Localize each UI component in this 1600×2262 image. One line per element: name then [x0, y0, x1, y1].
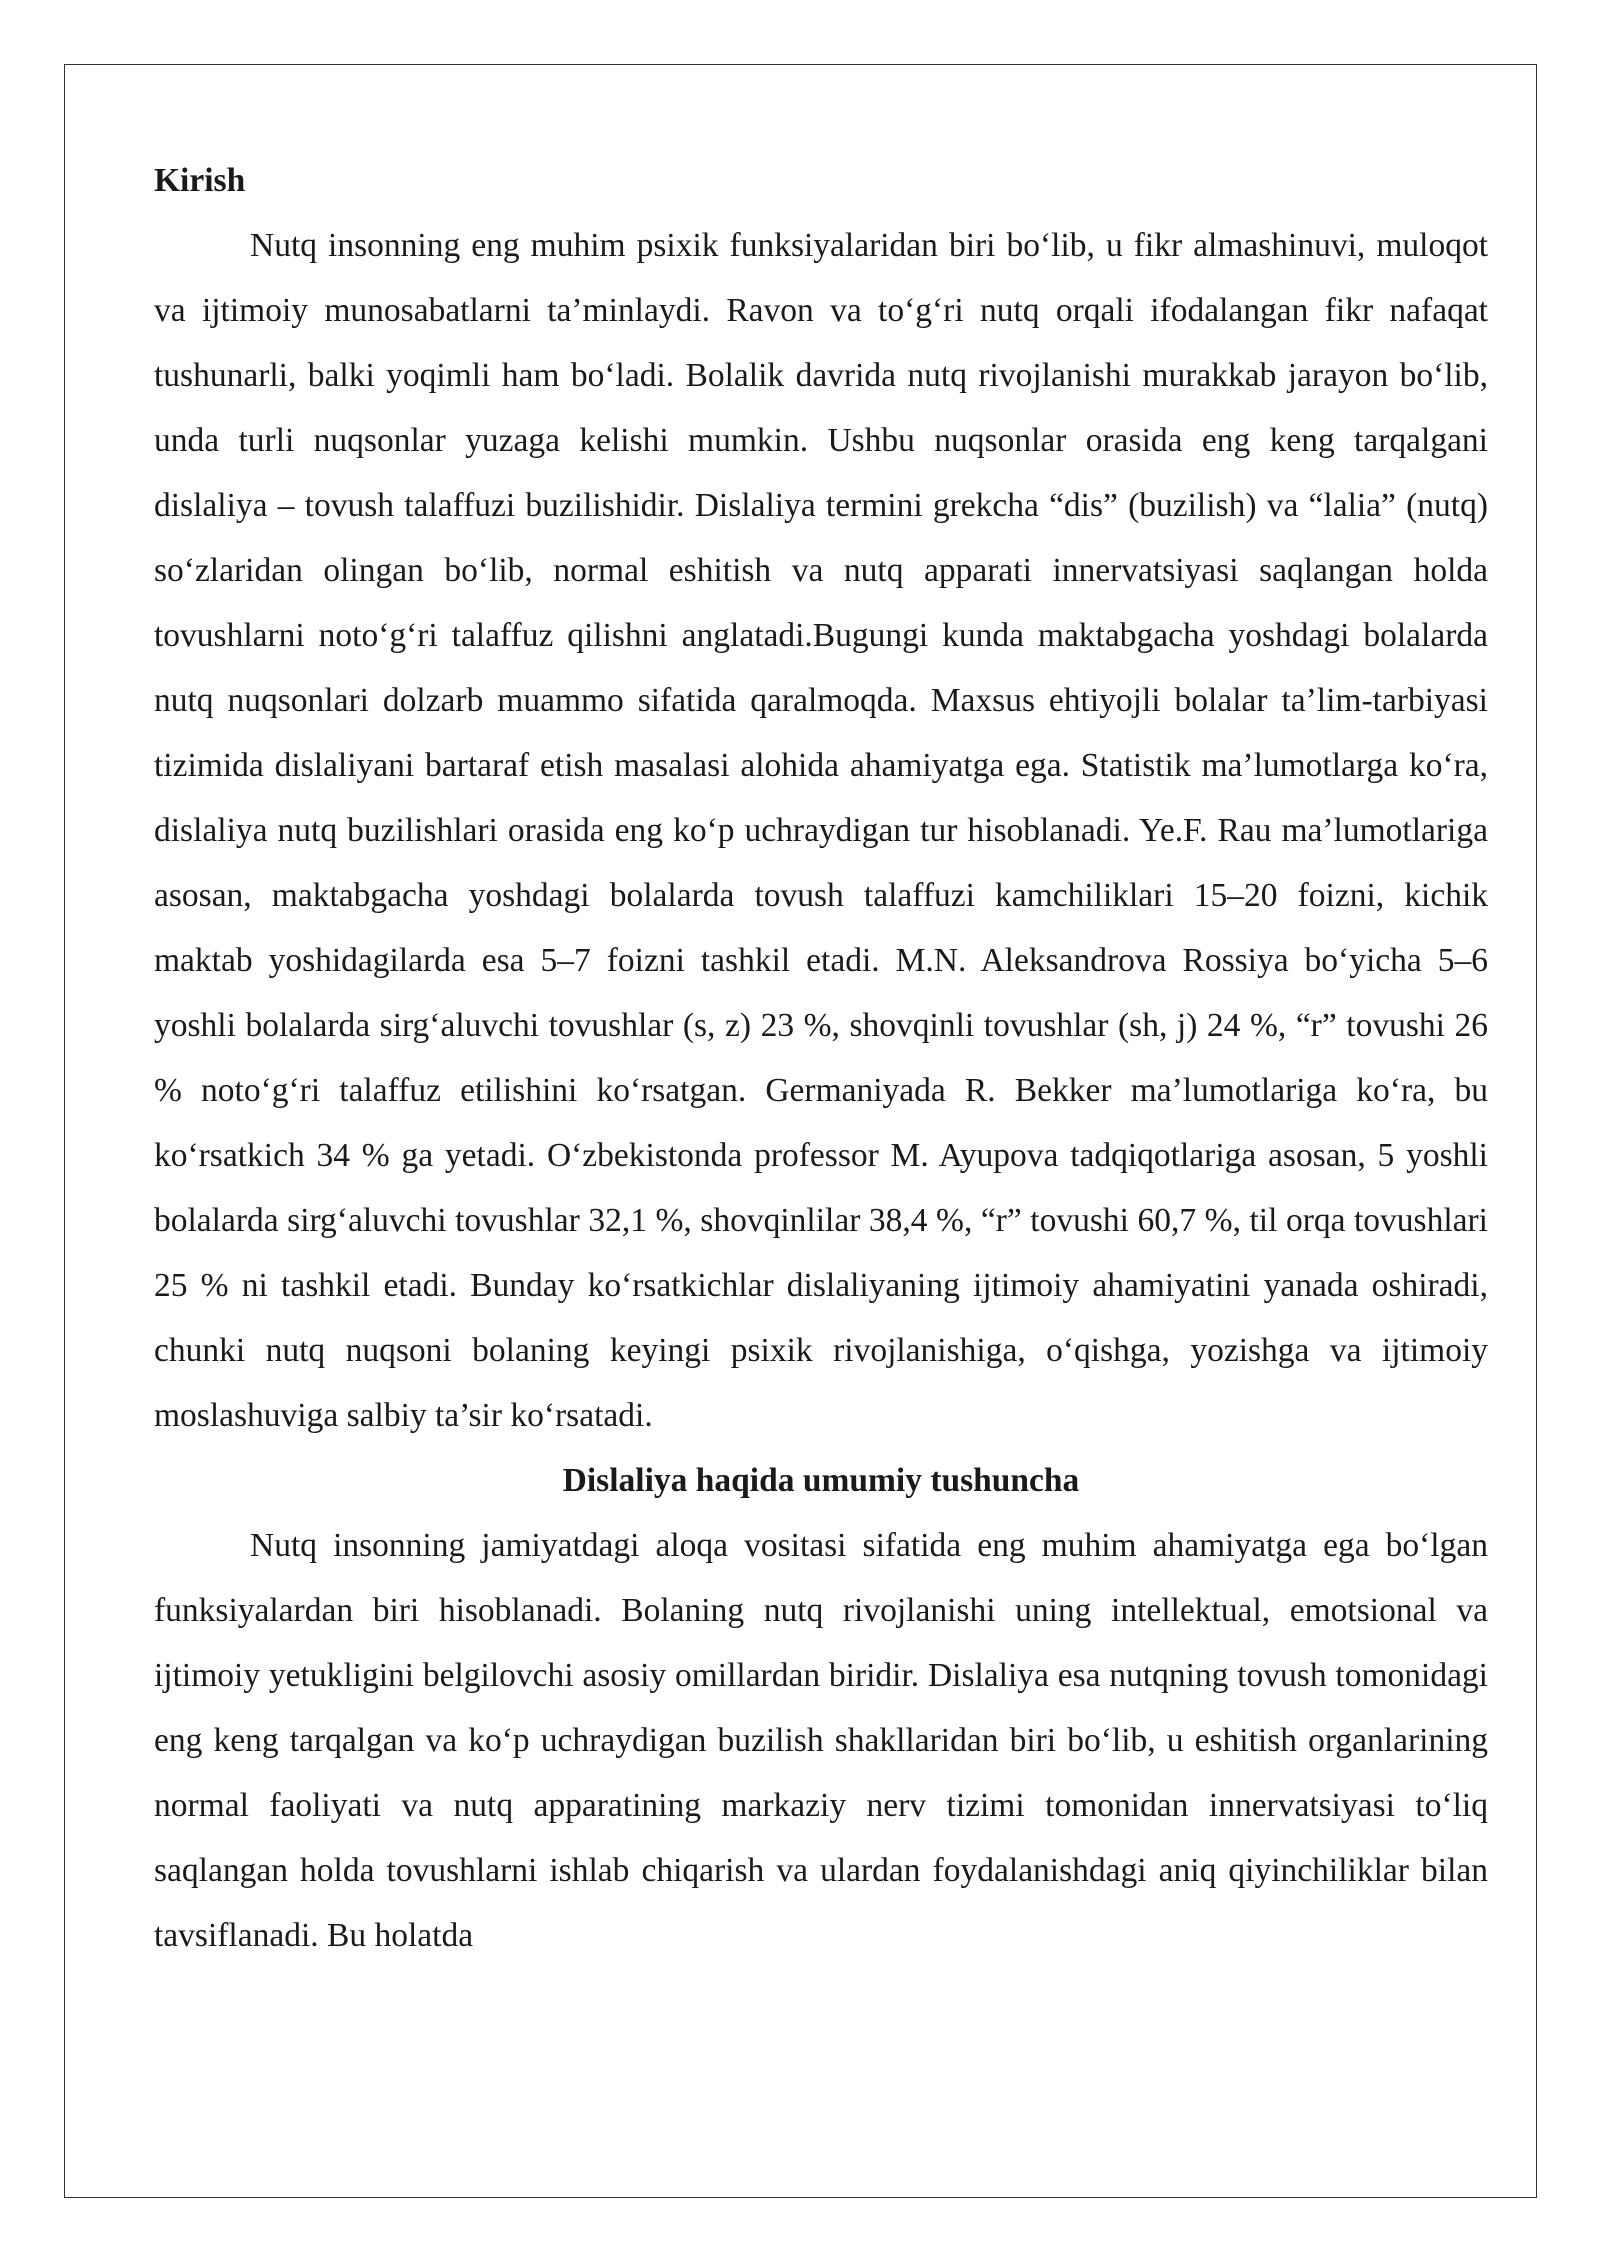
intro-heading: Kirish — [154, 162, 246, 199]
intro-paragraph: Nutq insonning eng muhim psixik funksiyalaridan biri bo‘lib, u fikr almashinuvi, muloqot va ijtimoiy munosabatlarni ta’minlaydi. Ravon va to‘g‘ri nutq orqali ifodalangan fikr nafaqat tushunarli, balki yoqimli ham bo‘ladi. Bolalik davrida nutq rivojlanishi murakkab jarayon bo‘lib, unda turli nuqsonlar yuzaga kelishi mumkin. Ushbu nuqsonlar orasida eng keng tarqalgani dislaliya – tovush talaffuzi buzilishidir. Dislaliya termini grekcha “dis” (buzilish) va “lalia” (nutq) so‘zlaridan olingan bo‘lib, normal eshitish va nutq apparati innervatsiyasi saqlangan holda tovushlarni noto‘g‘ri talaffuz qilishni anglatadi.Bugungi kunda maktabgacha yoshdagi bolalarda nutq nuqsonlari dolzarb muammo sifatida qaralmoqda. Maxsus ehtiyojli bolalar ta’lim-tarbiyasi tizimida dislaliyani bartaraf etish masalasi alohida ahamiyatga ega. Statistik ma’lumotlarga ko‘ra, dislaliya nutq buzilishlari orasida eng ko‘p uchraydigan tur hisoblanadi. Ye.F. Rau ma’lumotlariga asosan, maktabgacha yoshdagi bolalarda tovush talaffuzi kamchiliklari 15–20 foizni, kichik maktab yoshidagilarda esa 5–7 foizni tashkil etadi. M.N. Aleksandrova Rossiya bo‘yicha 5–6 yoshli bolalarda sirg‘aluvchi tovushlar (s, z) 23 %, shovqinli tovushlar (sh, j) 24 %, “r” tovushi 26 % noto‘g‘ri talaffuz etilishini ko‘rsatgan. Germaniyada R. Bekker ma’lumotlariga ko‘ra, bu ko‘rsatkich 34 % ga yetadi. O‘zbekistonda professor M. Ayupova tadqiqotlariga asosan, 5 yoshli bolalarda sirg‘aluvchi tovushlar 32,1 %, shovqinlilar 38,4 %, “r” tovushi 60,7 %, til orqa tovushlari 25 % ni tashkil etadi. Bunday ko‘rsatkichlar dislaliyaning ijtimoiy ahamiyatini yanada oshiradi, chunki nutq nuqsoni bolaning keyingi psixik rivojlanishiga, o‘qishga, yozishga va ijtimoiy moslashuviga salbiy ta’sir ko‘rsatadi. — [154, 227, 1488, 1434]
document-body — [154, 148, 1488, 1968]
section-heading: Dislaliya haqida umumiy tushuncha — [562, 1462, 1080, 1499]
section-paragraph: Nutq insonning jamiyatdagi aloqa vositasi sifatida eng muhim ahamiyatga ega bo‘lgan funksiyalardan biri hisoblanadi. Bolaning nutq rivojlanishi uning intellektual, emotsional va ijtimoiy yetukligini belgilovchi asosiy omillardan biridir. Dislaliya esa nutqning tovush tomonidagi eng keng tarqalgan va ko‘p uchraydigan buzilish shakllaridan biri bo‘lib, u eshitish organlarining normal faoliyati va nutq apparatining markaziy nerv tizimi tomonidan innervatsiyasi to‘liq saqlangan holda tovushlarni ishlab chiqarish va ulardan foydalanishdagi aniq qiyinchiliklar bilan tavsiflanadi. Bu holatda — [154, 1527, 1488, 1954]
